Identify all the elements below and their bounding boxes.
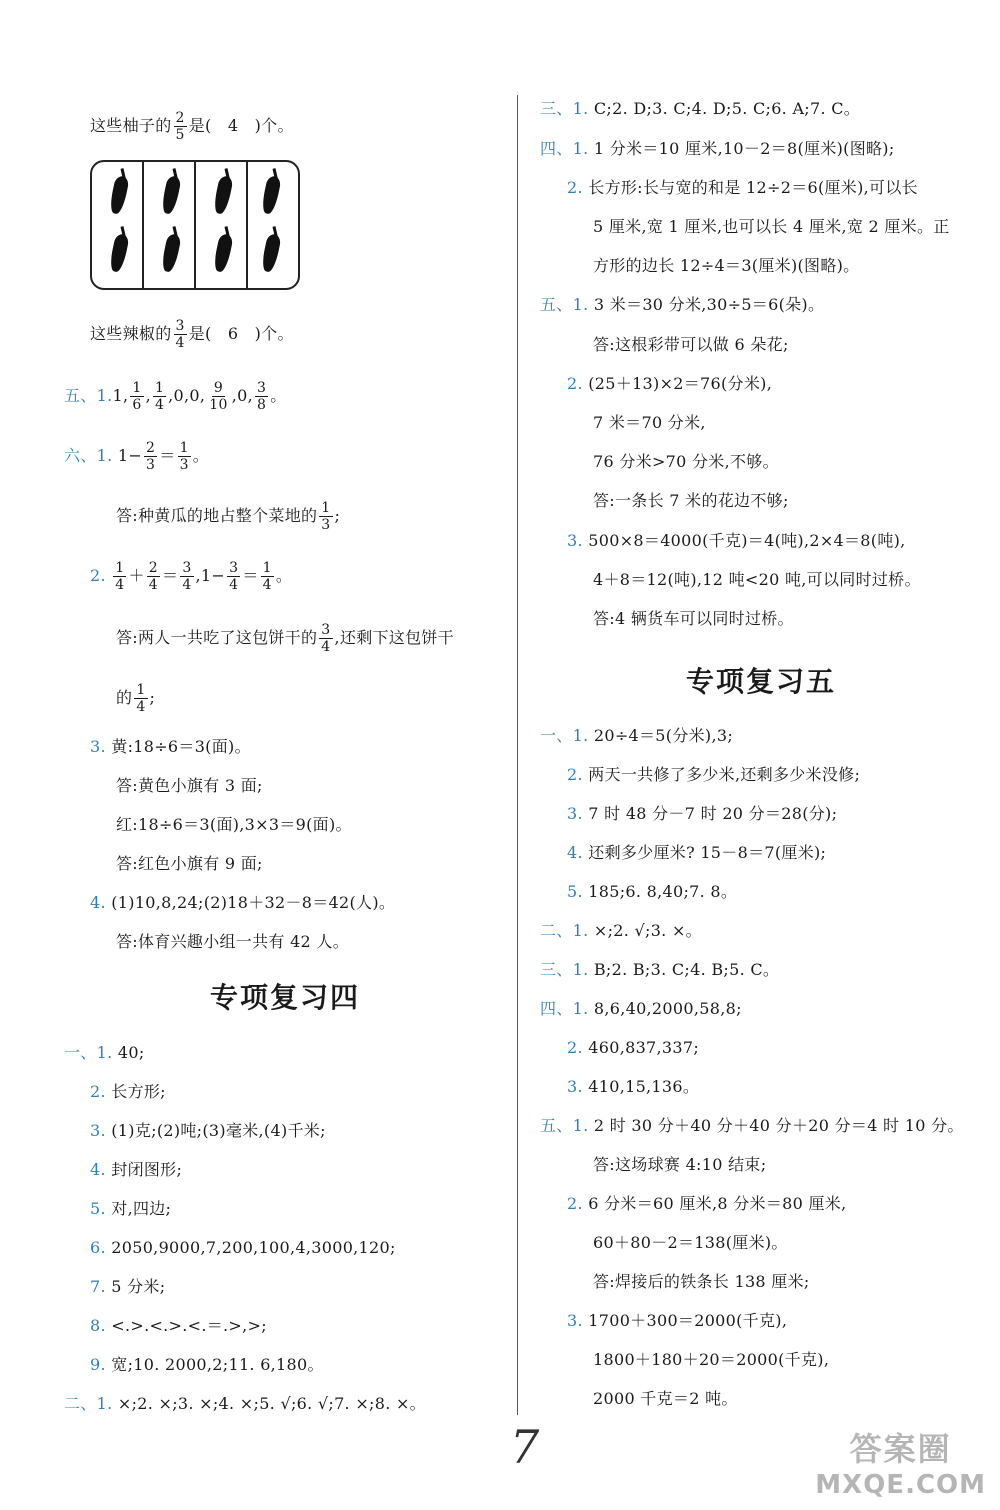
section-title-4: 专项复习四 xyxy=(210,981,361,1014)
page-number: 7 xyxy=(510,1420,540,1474)
section-title-5: 专项复习五 xyxy=(686,665,837,698)
answer-5-1: 五、1.1, $\frac{1}{6}$ , $\frac{1}{4}$ ,0,0, $\frac{9}{10}$ ,0, $\frac{3}{8}$ 。 xyxy=(64,380,287,413)
r-line: 5 厘米,宽 1 厘米,也可以长 4 厘米,宽 2 厘米。正 xyxy=(593,217,950,236)
r-line: 方形的边长 12÷4＝3(厘米)(图略)。 xyxy=(593,256,860,275)
s4-line: 2. 长方形; xyxy=(90,1082,166,1101)
r-line: 2. 6 分米＝60 厘米,8 分米＝80 厘米, xyxy=(567,1194,847,1213)
r-line: 3. 410,15,136。 xyxy=(567,1077,700,1096)
r-line: 1800＋180＋20＝2000(千克), xyxy=(593,1350,830,1369)
fraction: $\frac{2}{5}$ xyxy=(175,110,185,143)
r-line: 答:一条长 7 米的花边不够; xyxy=(593,491,789,510)
answer-6-3-b: 红:18÷6＝3(面),3×3＝9(面)。 xyxy=(116,815,352,834)
answer-6-3: 3. 黄:18÷6＝3(面)。 xyxy=(90,737,251,756)
column-divider xyxy=(517,95,518,1415)
r-line: 60＋80－2＝138(厘米)。 xyxy=(593,1233,788,1252)
r-line: 答:焊接后的铁条长 138 厘米; xyxy=(593,1272,810,1291)
answer-6-1: 六、1. 1− $\frac{2}{3}$ ＝ $\frac{1}{3}$ 。 xyxy=(64,440,210,473)
s4-line: 8. <.>.<.>.<.＝.>,>; xyxy=(90,1316,267,1335)
r-line: 3. 1700＋300＝2000(千克), xyxy=(567,1311,788,1330)
r-line: 一、1. 20÷4＝5(分米),3; xyxy=(540,726,734,745)
r-line: 76 分米>70 分米,不够。 xyxy=(593,452,779,471)
answer-6-2: 2. $\frac{1}{4}$ ＋ $\frac{2}{4}$ ＝ $\frac{3}{4}$ ,1− $\frac{3}{4}$ ＝ $\frac{1}{4}$ 。 xyxy=(90,560,293,593)
answer-6-4: 4. (1)10,8,24;(2)18＋32－8＝42(人)。 xyxy=(90,893,396,912)
answer-6-2-reply: 答:两人一共吃了这包饼干的 $\frac{3}{4}$ ,还剩下这包饼干 xyxy=(116,622,455,655)
r-line: 2. (25＋13)×2＝76(分米), xyxy=(567,374,773,393)
s4-line: 7. 5 分米; xyxy=(90,1277,166,1296)
r-line: 3. 500×8＝4000(千克)＝4(吨),2×4＝8(吨), xyxy=(567,531,906,550)
answer-6-4-a: 答:体育兴趣小组一共有 42 人。 xyxy=(116,932,350,951)
r-line: 五、1. 2 时 30 分＋40 分＋40 分＋20 分＝4 时 10 分。 xyxy=(540,1116,964,1135)
youzi-question: 这些柚子的 $\frac{2}{5}$ 是( 4 )个。 xyxy=(90,110,294,143)
r-line: 四、1. 8,6,40,2000,58,8; xyxy=(540,999,742,1018)
pepper-icon xyxy=(260,175,282,215)
s4-line: 6. 2050,9000,7,200,100,4,3000,120; xyxy=(90,1238,396,1257)
watermark-logo: 答案圈 MXQE.COM xyxy=(815,1430,986,1500)
s4-line: 9. 宽;10. 2000,2;11. 6,180。 xyxy=(90,1355,324,1374)
s4-line: 3. (1)克;(2)吨;(3)毫米,(4)千米; xyxy=(90,1121,326,1140)
r-line: 5. 185;6. 8,40;7. 8。 xyxy=(567,882,738,901)
r-line: 2. 460,837,337; xyxy=(567,1038,700,1057)
r-line: 四、1. 1 分米＝10 厘米,10－2＝8(厘米)(图略); xyxy=(540,139,895,158)
r-line: 7 米＝70 分米, xyxy=(593,413,706,432)
pepper-icon xyxy=(260,233,282,273)
r-line: 2. 长方形:长与宽的和是 12÷2＝6(厘米),可以长 xyxy=(567,178,918,197)
s4-line: 一、1. 40; xyxy=(64,1043,145,1062)
s4-line: 4. 封闭图形; xyxy=(90,1160,183,1179)
r-line: 3. 7 时 48 分－7 时 20 分＝28(分); xyxy=(567,804,838,823)
r-line: 二、1. ×;2. √;3. ×。 xyxy=(540,921,702,940)
lajiao-question: 这些辣椒的 $\frac{3}{4}$ 是( 6 )个。 xyxy=(90,318,294,351)
r-line: 2. 两天一共修了多少米,还剩多少米没修; xyxy=(567,765,861,784)
answer-6-2-reply-cont: 的 $\frac{1}{4}$ ; xyxy=(116,682,156,715)
r-line: 2000 千克＝2 吨。 xyxy=(593,1389,738,1408)
r-line: 4. 还剩多少厘米? 15－8＝7(厘米); xyxy=(567,843,827,862)
r-line: 答:4 辆货车可以同时过桥。 xyxy=(593,609,794,628)
r-line: 答:这根彩带可以做 6 朵花; xyxy=(593,335,789,354)
answer-6-3-a: 答:黄色小旗有 3 面; xyxy=(116,776,263,795)
pepper-image xyxy=(90,160,300,290)
s4-line: 二、1. ×;2. ×;3. ×;4. ×;5. √;6. √;7. ×;8. ×。 xyxy=(64,1394,426,1413)
r-line: 三、1. B;2. B;3. C;4. B;5. C。 xyxy=(540,960,780,979)
answer-6-1-reply: 答:种黄瓜的地占整个菜地的 $\frac{1}{3}$ ; xyxy=(116,500,341,533)
s4-line: 5. 对,四边; xyxy=(90,1199,172,1218)
r-line: 五、1. 3 米＝30 分米,30÷5＝6(朵)。 xyxy=(540,295,825,314)
r-line: 4＋8＝12(吨),12 吨<20 吨,可以同时过桥。 xyxy=(593,570,921,589)
r-line: 三、1. C;2. D;3. C;4. D;5. C;6. A;7. C。 xyxy=(540,99,861,118)
r-line: 答:这场球赛 4:10 结束; xyxy=(593,1155,767,1174)
answer-6-3-c: 答:红色小旗有 9 面; xyxy=(116,854,263,873)
